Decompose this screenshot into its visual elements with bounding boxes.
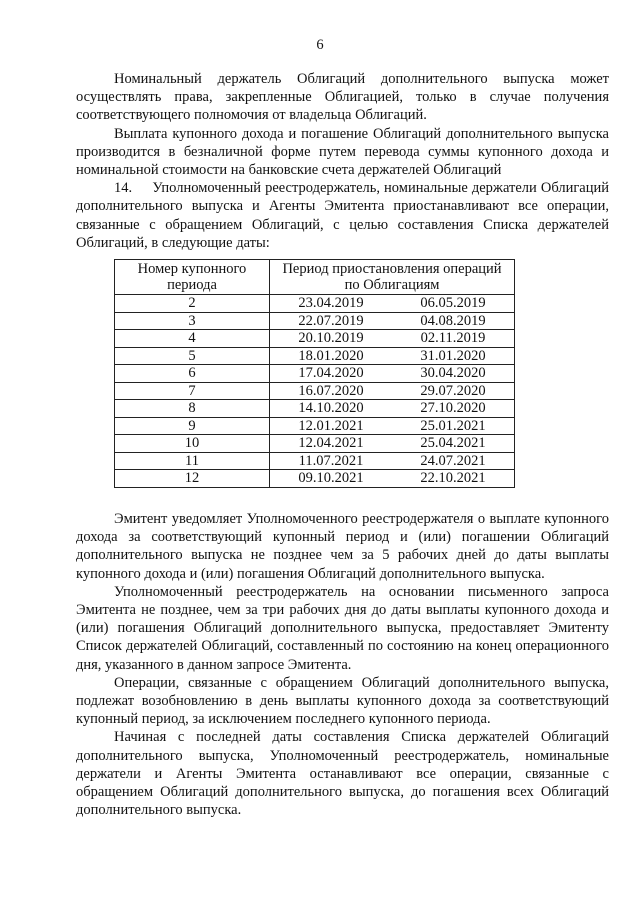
cell-period-number: 6 [115,365,270,383]
cell-start-date: 14.10.2020 [270,400,392,418]
cell-start-date: 20.10.2019 [270,330,392,348]
header-period-number: Номер купонного периода [115,260,270,295]
table-row [115,347,515,365]
cell-end-date: 25.01.2021 [392,417,515,435]
table-row [115,382,515,400]
table-row [115,330,515,348]
table-row [115,400,515,418]
text-block-top [76,70,609,252]
cell-start-date: 16.07.2020 [270,382,392,400]
table-row [115,312,515,330]
cell-period-number: 9 [115,417,270,435]
text-block-bottom [76,510,609,819]
cell-end-date: 30.04.2020 [392,365,515,383]
table-row [115,295,515,313]
cell-start-date: 18.01.2020 [270,347,392,365]
header-suspension-period: Период приостановления операций по Облигациям [270,260,515,295]
paragraph-clause-14: 14. Уполномоченный реестродержатель, номинальные держатели Облигаций дополнительного выпуска и Агенты Эмитента приостанавливают все операции, связанные с обращением Облигаций, с целью составления Списка держателей Облигаций, в следующие даты: [76,180,609,251]
paragraph-resumption: Операции, связанные с обращением Облигаций дополнительного выпуска, подлежат возобновлению в день выплаты купонного дохода за соответствующий купонный период, за исключением последнего купонного периода. [76,674,609,728]
table-row [115,470,515,488]
cell-end-date: 24.07.2021 [392,452,515,470]
paragraph-nominal-holder: Номинальный держатель Облигаций дополнительного выпуска может осуществлять права, закрепленные Облигацией, только в случае получения соответствующего полномочия от владельца Облигаций. [76,71,609,124]
paragraph-holder-list: Уполномоченный реестродержатель на основании письменного запроса Эмитента не позднее, чем за три рабочих дня до даты выплаты купонного дохода и (или) погашения Облигаций дополнительного выпуска, предоставляет Эмитенту Список держателей Облигаций, составленный по состоянию на конец операционного дня, указанного в данном запросе Эмитента. [76,583,609,673]
cell-end-date: 27.10.2020 [392,400,515,418]
cell-end-date: 31.01.2020 [392,347,515,365]
table-row [115,365,515,383]
cell-start-date: 09.10.2021 [270,470,392,488]
table-body [115,295,515,488]
cell-period-number: 7 [115,382,270,400]
cell-start-date: 22.07.2019 [270,312,392,330]
cell-end-date: 02.11.2019 [392,330,515,348]
paragraph-coupon-payment: Выплата купонного дохода и погашение Облигаций дополнительного выпуска производится в безналичной форме путем перевода суммы купонного дохода и номинальной стоимости на банковские счета держателей Облигаций [76,125,609,179]
table-header-row [115,260,515,295]
cell-start-date: 23.04.2019 [270,295,392,313]
page-number: 6 [316,37,324,53]
cell-period-number: 3 [115,312,270,330]
paragraph-issuer-notice: Эмитент уведомляет Уполномоченного реестродержателя о выплате купонного дохода за соответствующий купонный период и (или) погашении Облигаций дополнительного выпуска не позднее чем за 5 рабочих дней до даты выплаты купонного дохода и (или) погашения Облигаций дополнительного выпуска. [76,511,609,582]
table-row [115,452,515,470]
paragraph-final-stop: Начиная с последней даты составления Списка держателей Облигаций дополнительного выпуска, Уполномоченный реестродержатель, номинальные держатели и Агенты Эмитента останавливают все операции, связанные с обращением Облигаций дополнительного выпуска, до погашения всех Облигаций дополнительного выпуска. [76,729,609,819]
suspension-periods-table [114,259,515,488]
cell-end-date: 04.08.2019 [392,312,515,330]
cell-period-number: 5 [115,347,270,365]
cell-start-date: 11.07.2021 [270,452,392,470]
cell-end-date: 29.07.2020 [392,382,515,400]
cell-end-date: 06.05.2019 [392,295,515,313]
cell-end-date: 25.04.2021 [392,435,515,453]
cell-period-number: 8 [115,400,270,418]
cell-period-number: 12 [115,470,270,488]
cell-end-date: 22.10.2021 [392,470,515,488]
cell-start-date: 12.01.2021 [270,417,392,435]
cell-start-date: 12.04.2021 [270,435,392,453]
table-row [115,417,515,435]
cell-period-number: 10 [115,435,270,453]
cell-period-number: 2 [115,295,270,313]
table-row [115,435,515,453]
cell-start-date: 17.04.2020 [270,365,392,383]
cell-period-number: 4 [115,330,270,348]
cell-period-number: 11 [115,452,270,470]
